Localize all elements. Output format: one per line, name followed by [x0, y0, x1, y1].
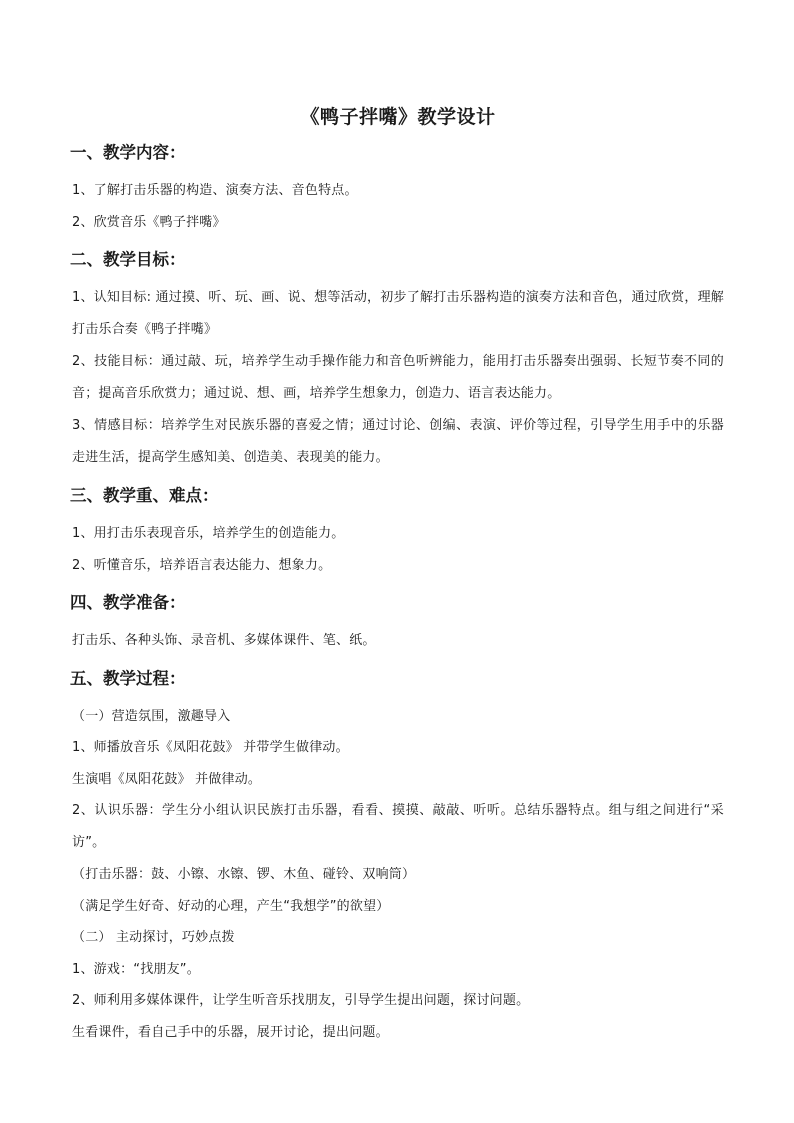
section-heading: 三、教学重、难点：	[70, 486, 219, 505]
paragraph: （满足学生好奇、好动的心理，产生“我想学”的欲望）	[72, 898, 390, 914]
paragraph: 2、听懂音乐，培养语言表达能力、想象力。	[72, 557, 332, 573]
section-heading: 四、教学准备：	[70, 593, 186, 612]
paragraph: 1、了解打击乐器的构造、演奏方法、音色特点。	[72, 183, 358, 198]
section-preparation	[72, 591, 724, 657]
section-content	[72, 141, 724, 238]
paragraph: 1、游戏：“找朋友”。	[72, 961, 200, 977]
paragraph: 1、师播放音乐《凤阳花鼓》 并带学生做律动。	[72, 740, 349, 755]
paragraph: 2、欣赏音乐《鸭子拌嘴》	[72, 214, 226, 230]
paragraph: （打击乐器：鼓、小镲、水镲、锣、木鱼、碰铃、双响筒）	[72, 867, 416, 882]
document-title: 《鸭子拌嘴》教学设计	[300, 106, 496, 128]
section-objectives	[72, 248, 724, 474]
section-key-points	[72, 484, 724, 581]
paragraph: 3、情感目标：培养学生对民族乐器的喜爱之情；通过讨论、创编、表演、评价等过程，引导学生用手中的乐器走进生活，提高学生感知美、创造美、表现美的能力。	[72, 418, 724, 465]
paragraph: 生演唱《凤阳花鼓》 并做律动。	[72, 771, 262, 787]
section-process	[72, 667, 724, 1049]
paragraph: 1、用打击乐表现音乐，培养学生的创造能力。	[72, 526, 345, 541]
document-page	[72, 103, 724, 1048]
paragraph: 2、技能目标：通过敲、玩，培养学生动手操作能力和音色听辨能力，能用打击乐器奏出强弱、长短节奏不同的音；提高音乐欣赏力；通过说、想、画，培养学生想象力，创造力、语言表达能力。	[72, 354, 724, 401]
paragraph: （一）营造氛围，激趣导入	[72, 708, 231, 724]
section-heading: 一、教学内容：	[70, 143, 186, 162]
paragraph: 生看课件，看自己手中的乐器，展开讨论，提出问题。	[72, 1024, 389, 1040]
section-heading: 五、教学过程：	[70, 668, 186, 688]
paragraph: 2、认识乐器：学生分小组认识民族打击乐器，看看、摸摸、敲敲、听听。总结乐器特点。组与组之间进行“采访”。	[72, 803, 724, 850]
paragraph: （二） 主动探讨，巧妙点拨	[72, 930, 235, 945]
paragraph: 打击乐、各种头饰、录音机、多媒体课件、笔、纸。	[72, 633, 376, 648]
paragraph: 2、师利用多媒体课件，让学生听音乐找朋友，引导学生提出问题，探讨问题。	[72, 993, 530, 1008]
section-heading: 二、教学目标：	[70, 250, 186, 269]
paragraph: 1、认知目标: 通过摸、听、玩、画、说、想等活动，初步了解打击乐器构造的演奏方法和音色，通过欣赏，理解打击乐合奏《鸭子拌嘴》	[72, 290, 724, 337]
